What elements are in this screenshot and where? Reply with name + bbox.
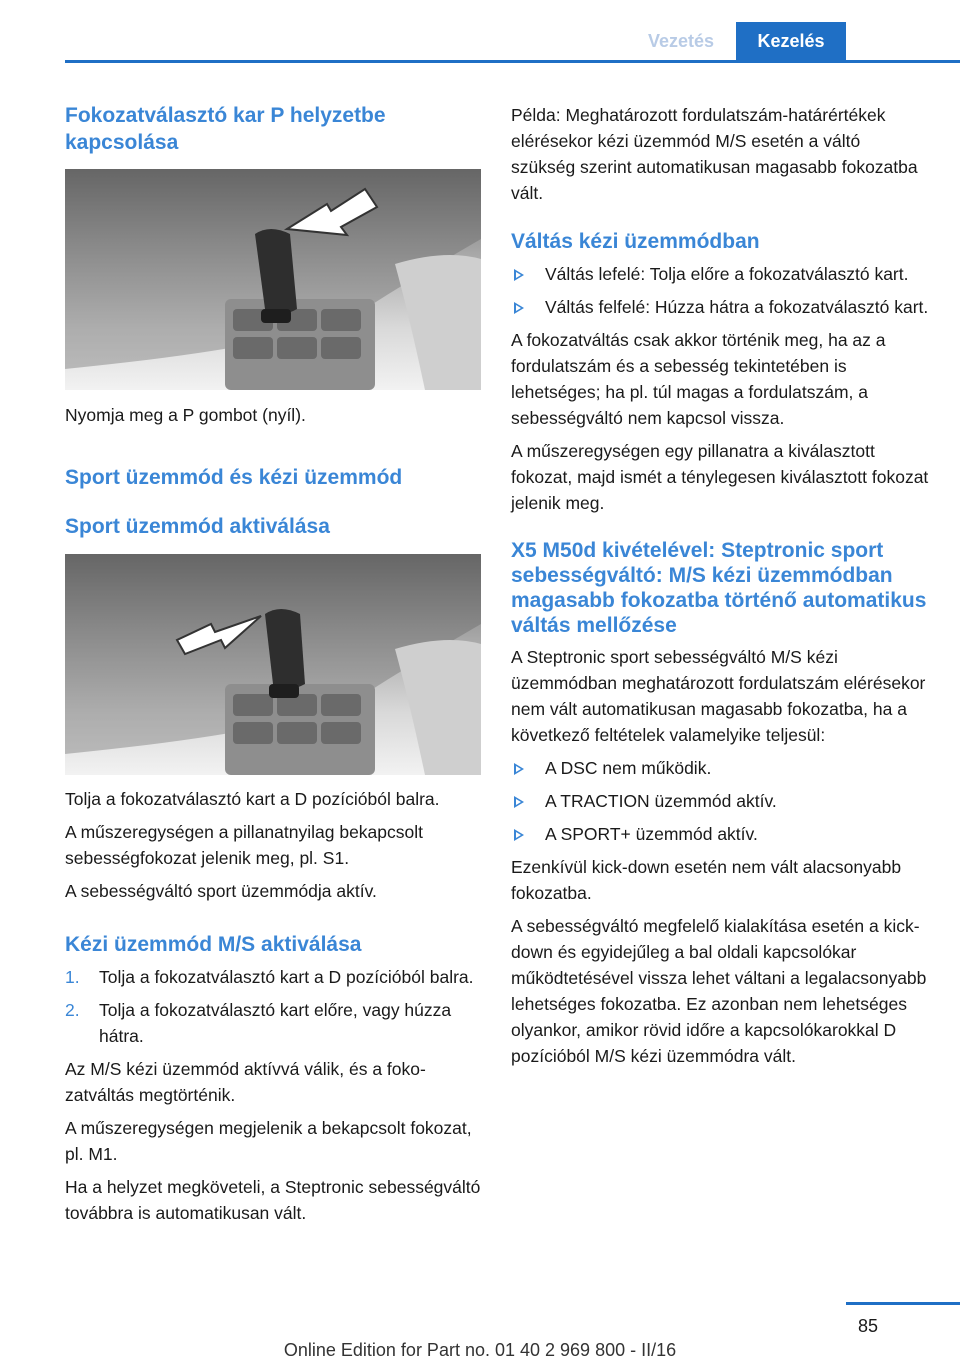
list-item-text: Váltás felfelé: Húzza hátra a fokozatválasztó kart.	[545, 297, 929, 317]
text-shift-2: A műszeregységen egy pillanatra a kiválasztott fokozat, majd ismét a ténylegesen kiválasztott fokozat jelenik meg.	[511, 441, 929, 513]
triangle-bullet-icon	[511, 261, 545, 287]
heading-park: Fokozatválasztó kar P helyzetbe kapcsolása	[65, 104, 386, 154]
list-item-text: A DSC nem működik.	[545, 758, 712, 778]
footer-rule	[846, 1302, 960, 1305]
step-number: 2.	[65, 1000, 80, 1020]
tab-section[interactable]	[736, 22, 846, 60]
list-item	[511, 821, 929, 847]
edition-footer	[0, 1340, 960, 1361]
tab-section-label: Kezelés	[757, 31, 825, 51]
list-item-text: A TRACTION üzemmód aktív.	[545, 791, 777, 811]
triangle-bullet-icon	[511, 755, 545, 781]
text-manual-2: A műszeregységen megjelenik a bekapcsolt fokozat, pl. M1.	[65, 1118, 472, 1164]
step-text: Tolja a fokozatválasztó kart a D pozícióból balra.	[99, 967, 474, 987]
edition-text: Online Edition for Part no. 01 40 2 969 800 - II/16	[283, 1340, 677, 1360]
text-shift-1: A fokozatváltás csak akkor történik meg, ha az a fordulatszám és a sebesség tekintetében is lehetséges; ha pl. túl magas a fordulatszám, a sebességváltó nem kapcsol vissza.	[511, 330, 886, 428]
step-text: Tolja a fokozatválasztó kart előre, vagy húzza hátra.	[99, 1000, 452, 1046]
text-paddles: A sebességváltó megfelelő kialakítása esetén a kick-down és egyidejűleg a bal oldali kapcsolókar működtetésével vissza lehet váltani a legalacsonyabb lehetséges fokozatba. Ez azonban nem lehetséges olyankor, amikor rövid időre a kapcsolókarokkal D pozícióból M/S kézi üzemmódra vált.	[511, 916, 927, 1066]
gear-selector-photo-park	[65, 169, 481, 390]
heading-x5: X5 M50d kivételével: Steptronic sport sebességváltó: M/S kézi üzemmódban magasabb fokozatba történő automatikus váltás mellőzése	[511, 539, 927, 637]
heading-shift: Váltás kézi üzemmódban	[511, 230, 760, 253]
list-item	[511, 755, 929, 781]
list-item-text: Váltás lefelé: Tolja előre a fokozatválasztó kart.	[545, 264, 909, 284]
tab-chapter-label: Vezetés	[647, 31, 715, 51]
text-manual-3: Ha a helyzet megköveteli, a Steptronic sebességváltó továbbra is automatikusan vált.	[65, 1177, 481, 1223]
gear-selector-photo-sport	[65, 554, 481, 775]
gear-selector-illustration-sport	[65, 554, 481, 775]
heading-manual: Kézi üzemmód M/S aktiválása	[65, 933, 362, 956]
text-sport-3: A sebességváltó sport üzemmódja aktív.	[65, 881, 377, 901]
text-park: Nyomja meg a P gombot (nyíl).	[65, 405, 306, 425]
text-x5: A Steptronic sport sebességváltó M/S kézi üzemmódban meghatározott fordulatszám elérésekor nem vált automatikusan magasabb fokozatba, ha a következő feltételek valamelyike teljesül:	[511, 647, 926, 745]
triangle-bullet-icon	[511, 294, 545, 320]
list-item	[511, 788, 929, 814]
page-number: 85	[858, 1316, 879, 1336]
list-item-text: A SPORT+ üzemmód aktív.	[545, 824, 758, 844]
text-manual-1: Az M/S kézi üzemmód aktívvá válik, és a fokozatváltás megtörténik.	[65, 1059, 426, 1105]
text-sport-1: Tolja a fokozatválasztó kart a D pozícióból balra.	[65, 789, 440, 809]
step-number: 1.	[65, 967, 80, 987]
left-column	[65, 102, 483, 1226]
header-rule	[65, 60, 960, 63]
list-item	[511, 294, 929, 320]
text-kickdown: Ezenkívül kick-down esetén nem vált alacsonyabb fokozatba.	[511, 857, 902, 903]
triangle-bullet-icon	[511, 821, 545, 847]
triangle-bullet-icon	[511, 788, 545, 814]
gear-selector-illustration	[65, 169, 481, 390]
list-item	[65, 964, 483, 990]
text-sport-2: A műszeregységen a pillanatnyilag bekapcsolt sebességfokozat jelenik meg, pl. S1.	[65, 822, 423, 868]
tab-chapter[interactable]	[628, 22, 734, 60]
right-column	[511, 102, 929, 1069]
text-example: Példa: Meghatározott fordulatszám-határértékek elérésekor kézi üzemmód M/S esetén a váltó szükség szerint automatikusan magasabb fokozatba vált.	[511, 105, 918, 203]
list-item	[65, 997, 483, 1049]
heading-sport-activate: Sport üzemmód aktiválása	[65, 515, 330, 538]
list-item	[511, 261, 929, 287]
heading-sport-manual: Sport üzemmód és kézi üzemmód	[65, 466, 403, 489]
